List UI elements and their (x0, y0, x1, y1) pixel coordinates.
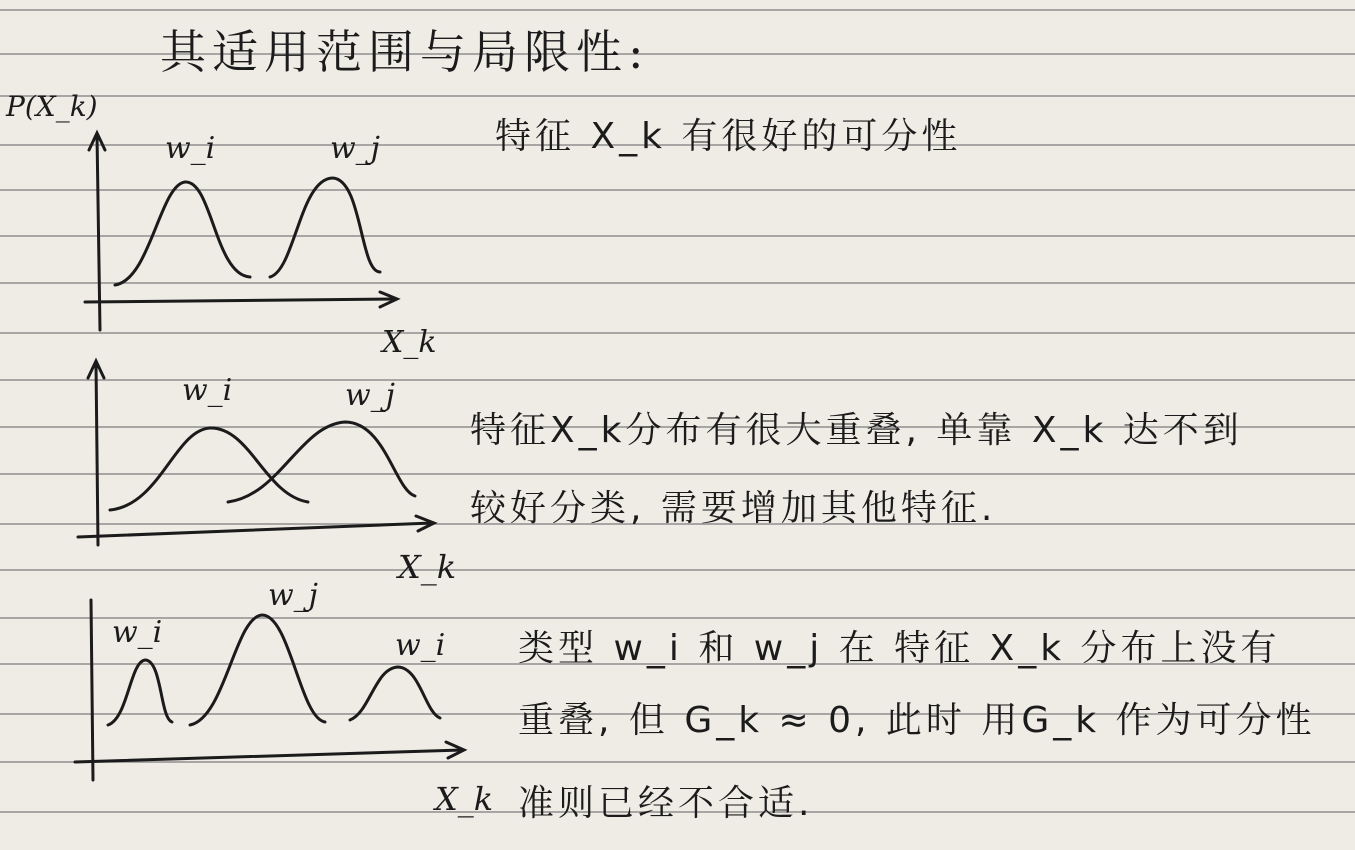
fig2-x-label: X_k (398, 548, 457, 586)
fig3-x-axis (75, 750, 462, 762)
fig1-y-label: P(X_k) (6, 90, 98, 123)
fig2-note-line-1: 特征X_k分布有很大重叠, 单靠 X_k 达不到 (470, 410, 1243, 451)
fig3-note-line-3: 准则已经不合适. (518, 783, 814, 824)
fig3-curve-wj (190, 615, 325, 725)
fig3-curve-wi-left (108, 660, 172, 725)
fig3-peak-label-wj: w_j (268, 578, 318, 613)
fig3-x-label: X_k (435, 780, 494, 818)
fig1-x-label: X_k (382, 325, 437, 360)
page-title: 其适用范围与局限性: (160, 25, 650, 79)
fig3-note-line-2: 重叠, 但 G_k ≈ 0, 此时 用G_k 作为可分性 (518, 700, 1316, 741)
fig1-note: 特征 X_k 有很好的可分性 (495, 116, 962, 157)
fig3-peak-label-wi-right: w_i (395, 628, 446, 663)
fig3-y-axis (91, 600, 93, 780)
fig2-note-line-2: 较好分类, 需要增加其他特征. (470, 488, 997, 529)
fig1-peak-label-wj: w_j (330, 131, 380, 166)
fig3-peak-label-wi-left: w_i (112, 615, 163, 650)
fig3-note-line-1: 类型 w_i 和 w_j 在 特征 X_k 分布上没有 (518, 628, 1281, 669)
fig1-peak-label-wi: w_i (165, 131, 216, 166)
fig2-peak-label-wi: w_i (182, 373, 233, 408)
fig3-curve-wi-right (350, 667, 440, 720)
fig2-peak-label-wj: w_j (345, 378, 395, 413)
